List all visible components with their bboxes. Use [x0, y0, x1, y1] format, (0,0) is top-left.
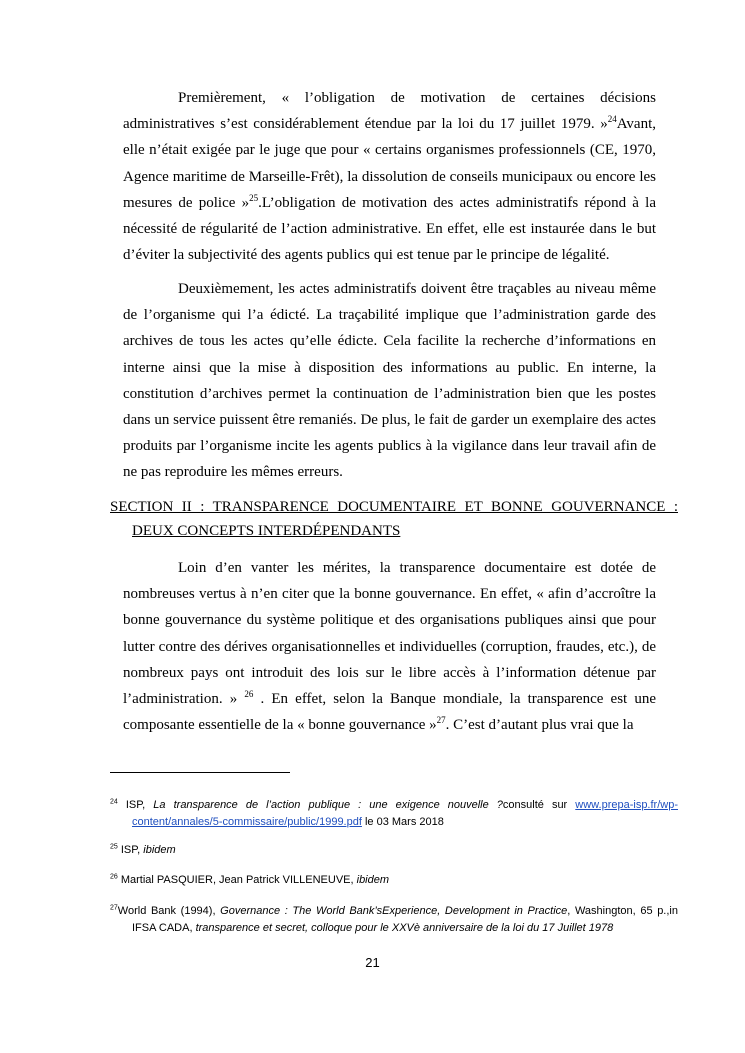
footnote-24-text-1: ISP, — [117, 799, 154, 811]
section-title: SECTION II : TRANSPARENCE DOCUMENTAIRE ET BONNE GOUVERNANCE : DEUX CONCEPTS INTERDÉPENDANTS — [110, 499, 678, 539]
paragraph-motivation — [123, 85, 656, 268]
footnote-24-number: 24 — [110, 798, 118, 806]
footnote-24-text-2: consulté sur — [502, 799, 576, 811]
footnote-24-text-3: le 03 Mars 2018 — [361, 816, 444, 828]
footnote-ref-27[interactable]: 27 — [436, 715, 446, 726]
footnote-ref-24[interactable]: 24 — [607, 114, 617, 125]
footnote-24-title: La transparence de l’action publique : une exigence nouvelle ? — [153, 799, 503, 811]
footnote-26-text: Martial PASQUIER, Jean Patrick VILLENEUVE, — [117, 874, 357, 886]
footnote-24-link[interactable]: www.prepa-isp.fr/wp-content/annales/5-commissaire/public/1999.pdf — [132, 799, 678, 828]
footnote-26-ibidem: ibidem — [356, 874, 390, 886]
p1-text-1: Premièrement, « l’obligation de motivation de certaines décisions administratives s’est considérablement étendue par la loi du 17 juillet 1979. » — [123, 90, 656, 133]
p1-text-3: .L’obligation de motivation des actes administratifs répond à la nécessité de régularité de l’action administrative. En effet, elle est instaurée dans le but d’éviter la subjectivité des agents publics qui est tenue par le principe de légalité. — [123, 194, 656, 264]
footnote-ref-26[interactable]: 26 — [244, 689, 254, 700]
footnote-27 — [110, 903, 678, 937]
p3-text-3: . C’est d’autant plus vrai que la — [445, 717, 634, 734]
footnote-ref-25[interactable]: 25 — [249, 192, 259, 203]
footnote-25-ibidem: ibidem — [143, 844, 176, 856]
p1-text-2: Avant, elle n’était exigée par le juge que pour « certains organismes professionnels (CE, 1970, Agence maritime de Marseille-Frêt), la dissolution de conseils municipaux ou encore les mesures de police » — [123, 116, 656, 211]
footnote-24 — [110, 797, 678, 831]
footnote-27-text-1: World Bank (1994), — [117, 905, 221, 917]
page-number: 21 — [365, 955, 380, 970]
paragraph-gouvernance — [123, 555, 656, 738]
p2-text: Deuxièmement, les actes administratifs doivent être traçables au niveau même de l’organisme qui l’a édicté. La traçabilité implique que l’administration garde des archives de tous les actes qu’elle édicte. Cela facilite la recherche d’informations en interne ainsi que la mise à disposition des informations au public. En interne, la constitution d’archives permet la continuation de l’administration bien que les postes dans un service puissent être remaniés. De plus, le fait de garder un exemplaire des actes produits par l’organisme incite les agents publics à la vigilance dans leur travail afin de ne pas reproduire les mêmes erreurs. — [123, 281, 656, 481]
footnote-25-number: 25 — [110, 843, 118, 851]
footnote-27-colloque: transparence et secret, colloque pour le XXVè anniversaire de la loi du 17 Juillet 1978 — [195, 922, 614, 934]
paragraph-tracabilite — [123, 276, 656, 486]
p3-text-1: Loin d’en vanter les mérites, la transparence documentaire est dotée de nombreuses vertus à n’en citer que la bonne gouvernance. En effet, « afin d’accroître la bonne gouvernance du système politique et des organisations publiques ainsi que pour lutter contre des dérives organisationnelles et individuelles (corruption, fraudes, etc.), de nombreux pays ont introduit des lois sur le libre accès à l’information détenue par l’administration. » — [123, 560, 656, 708]
footnote-26 — [110, 872, 678, 889]
footnote-25 — [110, 842, 678, 859]
footnote-27-number: 27 — [110, 904, 118, 912]
p3-text-2: . En effet, selon la Banque mondiale, la transparence est une composante essentielle de la « bonne gouvernance » — [123, 691, 656, 734]
footnote-25-text: ISP, — [117, 844, 144, 856]
footnote-separator — [110, 772, 290, 773]
footnote-26-number: 26 — [110, 873, 118, 881]
footnote-27-title: Governance : The World Bank’sExperience, Development in Practice — [220, 905, 568, 917]
footnote-27-text-2: , Washington, 65 p.,in IFSA CADA, — [132, 905, 678, 934]
